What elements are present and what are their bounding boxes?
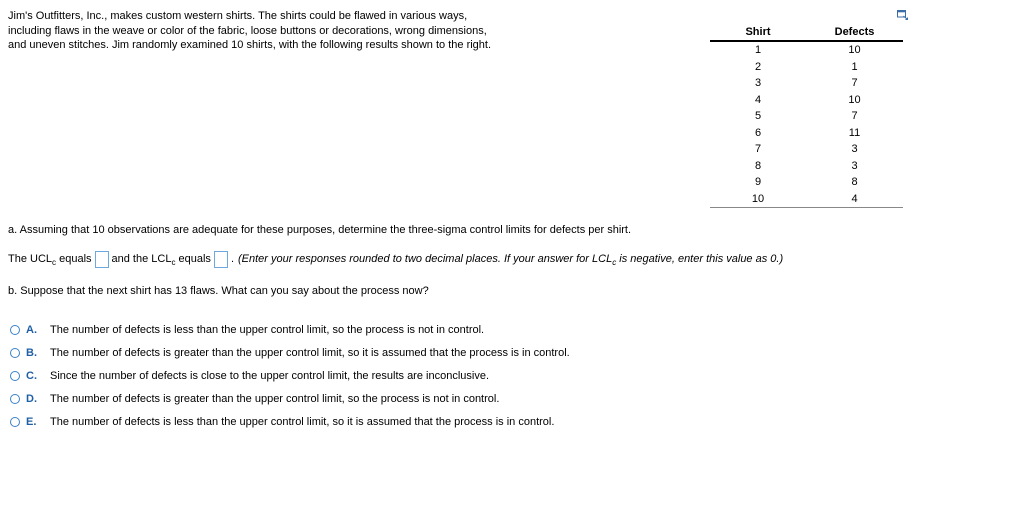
defects-cell: 3 (851, 143, 858, 156)
part-a-question: a. Assuming that 10 observations are adequate for these purposes, determine the three-sigma control limits for defects per shirt. (8, 224, 632, 236)
shirt-cell: 7 (754, 143, 762, 156)
defects-cell: 10 (848, 93, 861, 106)
answer-options (10, 318, 570, 433)
table-row (710, 92, 903, 109)
shirt-cell: 3 (754, 77, 762, 90)
defects-cell: 10 (848, 44, 861, 57)
lcl-label: and the LCL (111, 253, 172, 265)
equals-label: equals (178, 253, 211, 265)
option-b[interactable] (10, 341, 570, 364)
radio-button[interactable] (10, 325, 20, 335)
problem-line: Jim's Outfitters, Inc., makes custom western shirts. The shirts could be flawed in various ways, (8, 10, 468, 22)
radio-button[interactable] (10, 417, 20, 427)
defects-cell: 7 (851, 110, 858, 123)
period: . (230, 253, 234, 265)
shirt-cell: 9 (754, 176, 762, 189)
option-c[interactable] (10, 364, 570, 387)
problem-statement (8, 9, 568, 53)
hint-text: is negative, enter this value as 0.) (619, 253, 784, 265)
shirt-cell: 1 (754, 44, 762, 57)
table-row (710, 158, 903, 175)
table-row (710, 191, 903, 208)
defects-cell: 7 (851, 77, 858, 90)
column-header-defects: Defects (806, 24, 903, 41)
option-letter: E. (26, 415, 37, 428)
option-letter: D. (26, 392, 37, 405)
equals-label: equals (59, 253, 92, 265)
shirt-cell: 5 (754, 110, 762, 123)
lcl-input[interactable] (214, 251, 228, 268)
table-row (710, 59, 903, 76)
option-a[interactable] (10, 318, 570, 341)
shirt-cell: 2 (754, 60, 762, 73)
table-row (710, 174, 903, 191)
hint-subscript: c (612, 258, 617, 267)
column-header-shirt: Shirt (710, 24, 806, 41)
control-limits-answer-line (8, 249, 783, 269)
rounding-hint (238, 253, 783, 265)
part-b-question: b. Suppose that the next shirt has 13 flaws. What can you say about the process now? (8, 285, 429, 297)
option-letter: A. (26, 323, 37, 336)
option-text: Since the number of defects is close to the upper control limit, the results are inconclusive. (50, 369, 489, 382)
defects-cell: 4 (806, 191, 903, 208)
table-row (710, 141, 903, 158)
option-text: The number of defects is less than the upper control limit, so the process is not in control. (50, 323, 485, 336)
table-row (710, 75, 903, 92)
table-header-row (710, 24, 903, 41)
shirt-cell: 4 (754, 93, 762, 106)
lcl-subscript: c (171, 257, 176, 267)
hint-text: (Enter your responses rounded to two decimal places. If your answer for LCL (238, 253, 613, 265)
shirt-cell: 6 (754, 126, 762, 139)
defects-table (710, 24, 903, 208)
ucl-subscript: c (52, 257, 57, 267)
shirt-cell: 8 (754, 159, 762, 172)
defects-cell: 1 (851, 60, 858, 73)
option-letter: B. (26, 346, 37, 359)
problem-line: including flaws in the weave or color of the fabric, loose buttons or decorations, wrong dimensions, (8, 24, 487, 37)
copy-icon[interactable] (897, 10, 908, 20)
radio-button[interactable] (10, 371, 20, 381)
option-text: The number of defects is greater than the upper control limit, so the process is not in control. (50, 392, 500, 405)
ucl-input[interactable] (95, 251, 109, 268)
option-text: The number of defects is less than the upper control limit, so it is assumed that the process is in control. (50, 415, 555, 428)
defects-cell: 3 (851, 159, 858, 172)
option-text: The number of defects is greater than the upper control limit, so it is assumed that the process is in control. (50, 346, 570, 359)
option-e[interactable] (10, 410, 570, 433)
table-row (710, 125, 903, 142)
radio-button[interactable] (10, 348, 20, 358)
radio-button[interactable] (10, 394, 20, 404)
problem-line: and uneven stitches. Jim randomly examined 10 shirts, with the following results shown to the right. (8, 39, 492, 51)
defects-cell: 11 (848, 126, 861, 139)
defects-cell: 8 (851, 176, 858, 189)
shirt-cell: 10 (710, 191, 806, 208)
option-letter: C. (26, 369, 37, 382)
table-row (710, 108, 903, 125)
table-row (710, 41, 903, 59)
option-d[interactable] (10, 387, 570, 410)
ucl-label: The UCL (8, 253, 53, 265)
